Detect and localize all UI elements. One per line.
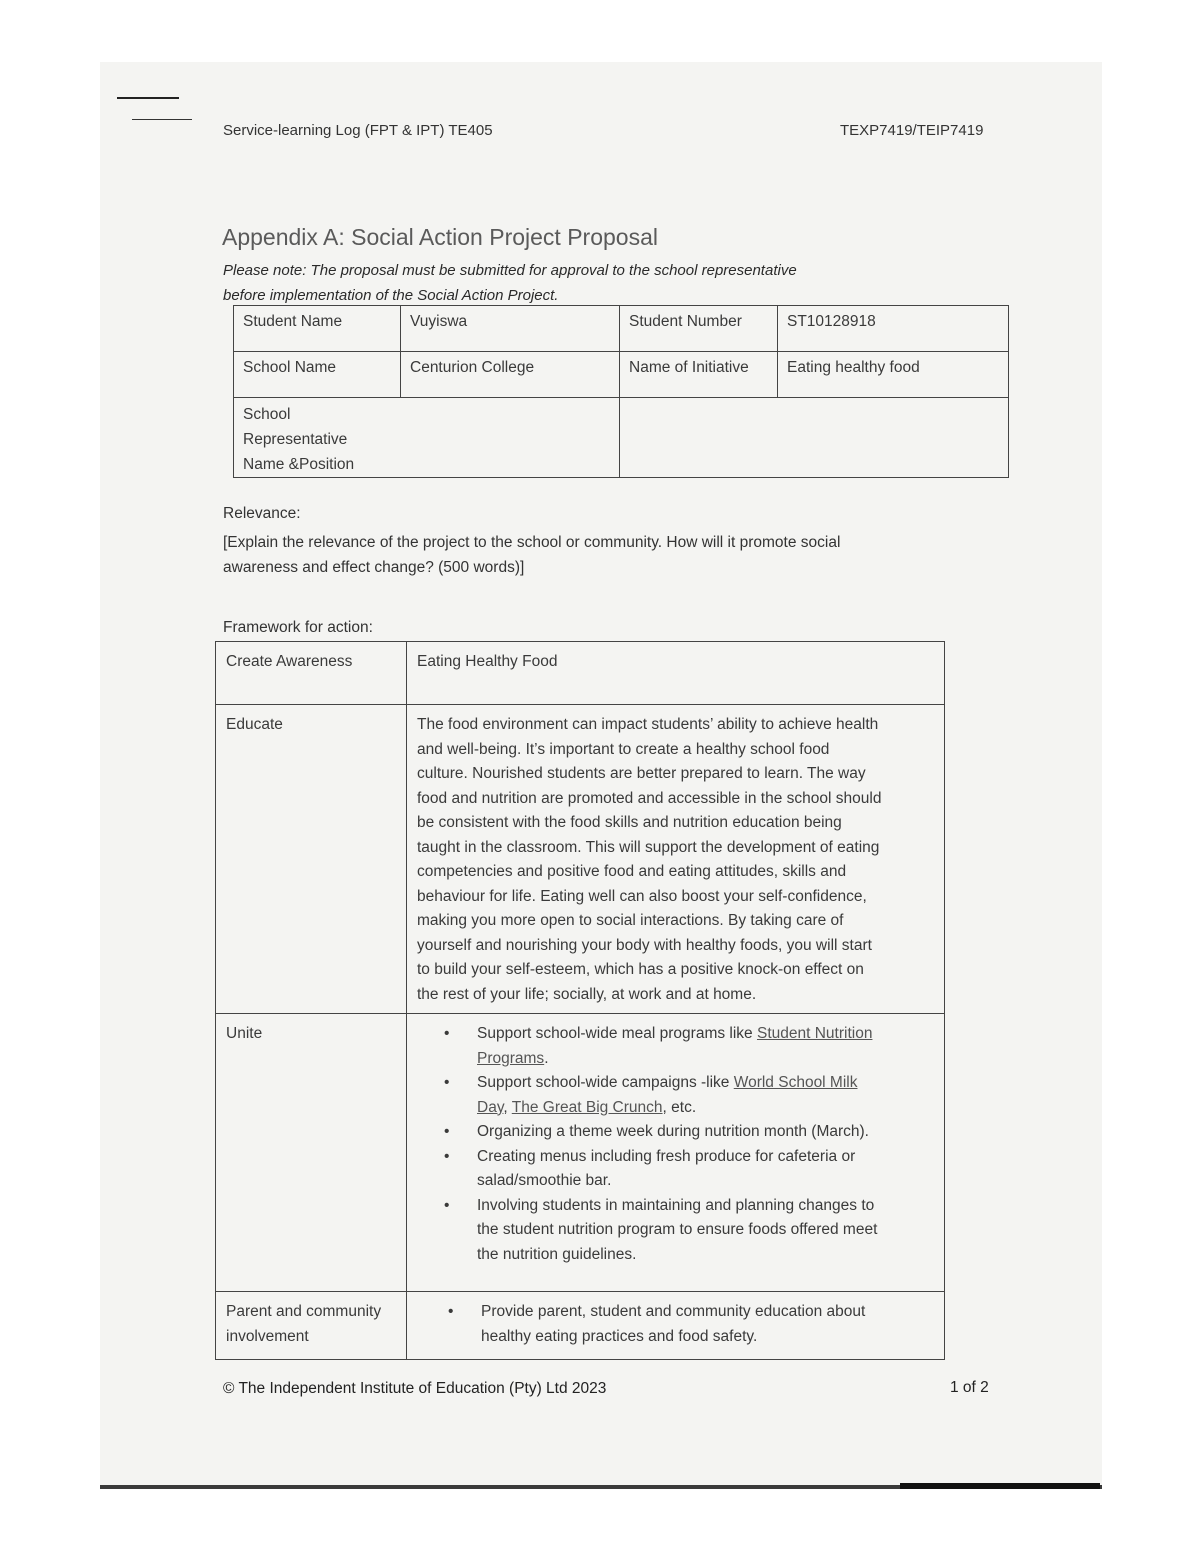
educate-line: food and nutrition are promoted and accessible in the school should	[417, 789, 882, 807]
list-item-text: , etc.	[662, 1098, 697, 1116]
initiative-value: Eating healthy food	[778, 352, 1009, 398]
school-rep-value	[620, 398, 1009, 478]
relevance-line: awareness and effect change? (500 words)]	[223, 559, 525, 576]
list-item-text: ,	[503, 1098, 512, 1116]
create-awareness-label: Create Awareness	[216, 642, 407, 705]
parent-community-label-line: Parent and community	[226, 1303, 382, 1320]
list-item-text: Support school-wide campaigns -like	[477, 1074, 734, 1091]
relevance-line: [Explain the relevance of the project to the school or community. How will it promote social	[223, 534, 841, 551]
bullet-icon: •	[444, 1025, 450, 1042]
educate-line: behaviour for life. Eating well can also boost your self-confidence,	[417, 887, 867, 905]
educate-line: culture. Nourished students are better prepared to learn. The way	[417, 765, 866, 782]
list-item-text: the student nutrition program to ensure foods offered meet	[477, 1221, 878, 1238]
scan-mark	[132, 119, 192, 120]
educate-line: the rest of your life; socially, at work and at home.	[417, 985, 757, 1003]
unite-list-cell	[407, 1014, 945, 1292]
header-course: Service-learning Log (FPT & IPT) TE405	[223, 122, 493, 139]
student-nutrition-link[interactable]: Programs	[477, 1049, 545, 1067]
list-item-text: the nutrition guidelines.	[477, 1245, 637, 1263]
parent-community-label	[216, 1292, 407, 1360]
list-item-text: salad/smoothie bar.	[477, 1172, 612, 1189]
list-item-text: Creating menus including fresh produce for cafeteria or	[477, 1147, 856, 1165]
parent-community-label-line: involvement	[226, 1327, 309, 1345]
student-name-value: Vuyiswa	[401, 306, 620, 352]
educate-text	[407, 705, 945, 1014]
list-item	[444, 1145, 934, 1194]
student-name-label: Student Name	[234, 306, 401, 352]
approval-note-line: Please note: The proposal must be submitted for approval to the school representative	[223, 262, 797, 279]
educate-line: The food environment can impact students’ ability to achieve health	[417, 716, 879, 733]
list-item-text: .	[544, 1049, 549, 1067]
list-item	[444, 1022, 934, 1071]
scan-edge	[900, 1483, 1100, 1489]
educate-line: yourself and nourishing your body with healthy foods, you will start	[417, 936, 872, 954]
list-item	[444, 1071, 934, 1120]
bullet-icon: •	[448, 1303, 454, 1320]
parent-community-list	[417, 1300, 934, 1349]
student-nutrition-link[interactable]: Student Nutrition	[756, 1025, 873, 1042]
bullet-icon: •	[444, 1147, 450, 1165]
unite-label: Unite	[216, 1014, 407, 1292]
student-info-table	[233, 305, 1009, 478]
header-code: TEXP7419/TEIP7419	[840, 122, 984, 139]
school-rep-label-line: Name &Position	[243, 456, 355, 473]
educate-line: to build your self-esteem, which has a positive knock-on effect on	[417, 961, 864, 978]
educate-line: competencies and positive food and eating attitudes, skills and	[417, 863, 847, 880]
student-number-label: Student Number	[620, 306, 778, 352]
copyright-footer: © The Independent Institute of Education (Pty) Ltd 2023	[223, 1380, 607, 1397]
educate-line: taught in the classroom. This will support the development of eating	[417, 838, 880, 856]
list-item-text: Support school-wide meal programs like	[477, 1025, 757, 1042]
unite-list	[417, 1022, 934, 1267]
student-number-value: ST10128918	[778, 306, 1009, 352]
world-school-milk-day-link[interactable]: Day	[477, 1098, 504, 1116]
educate-label: Educate	[216, 705, 407, 1014]
approval-note-line: before implementation of the Social Action Project.	[223, 287, 559, 304]
list-item-text: healthy eating practices and food safety.	[481, 1327, 758, 1345]
school-rep-label-line: Representative	[243, 431, 348, 448]
create-awareness-text: Eating Healthy Food	[407, 642, 945, 705]
educate-line: making you more open to social interactions. By taking care of	[417, 912, 844, 929]
relevance-instructions	[223, 530, 943, 580]
school-name-label: School Name	[234, 352, 401, 398]
bullet-icon: •	[444, 1074, 450, 1091]
approval-note	[223, 258, 923, 308]
bullet-icon: •	[444, 1196, 450, 1214]
school-rep-label	[234, 398, 620, 478]
parent-community-cell	[407, 1292, 945, 1360]
educate-line: be consistent with the food skills and nutrition education being	[417, 814, 842, 831]
bullet-icon: •	[444, 1123, 450, 1140]
relevance-label: Relevance:	[223, 505, 301, 522]
list-item-text: Organizing a theme week during nutrition month (March).	[477, 1123, 869, 1140]
scan-mark	[117, 97, 179, 99]
list-item	[444, 1120, 934, 1145]
page-title: Appendix A: Social Action Project Proposal	[222, 224, 658, 250]
school-rep-label-line: School	[243, 406, 291, 423]
world-school-milk-day-link[interactable]: World School Milk	[733, 1074, 858, 1091]
list-item-text: Involving students in maintaining and planning changes to	[477, 1196, 875, 1214]
educate-line: and well-being. It’s important to create a healthy school food	[417, 740, 830, 758]
framework-label: Framework for action:	[223, 619, 373, 636]
list-item-text: Provide parent, student and community education about	[481, 1303, 866, 1320]
list-item	[448, 1300, 934, 1349]
framework-table	[215, 641, 945, 1360]
list-item	[444, 1194, 934, 1268]
great-big-crunch-link[interactable]: The Great Big Crunch	[511, 1098, 663, 1116]
initiative-label: Name of Initiative	[620, 352, 778, 398]
page-number: 1 of 2	[950, 1379, 989, 1396]
school-name-value: Centurion College	[401, 352, 620, 398]
